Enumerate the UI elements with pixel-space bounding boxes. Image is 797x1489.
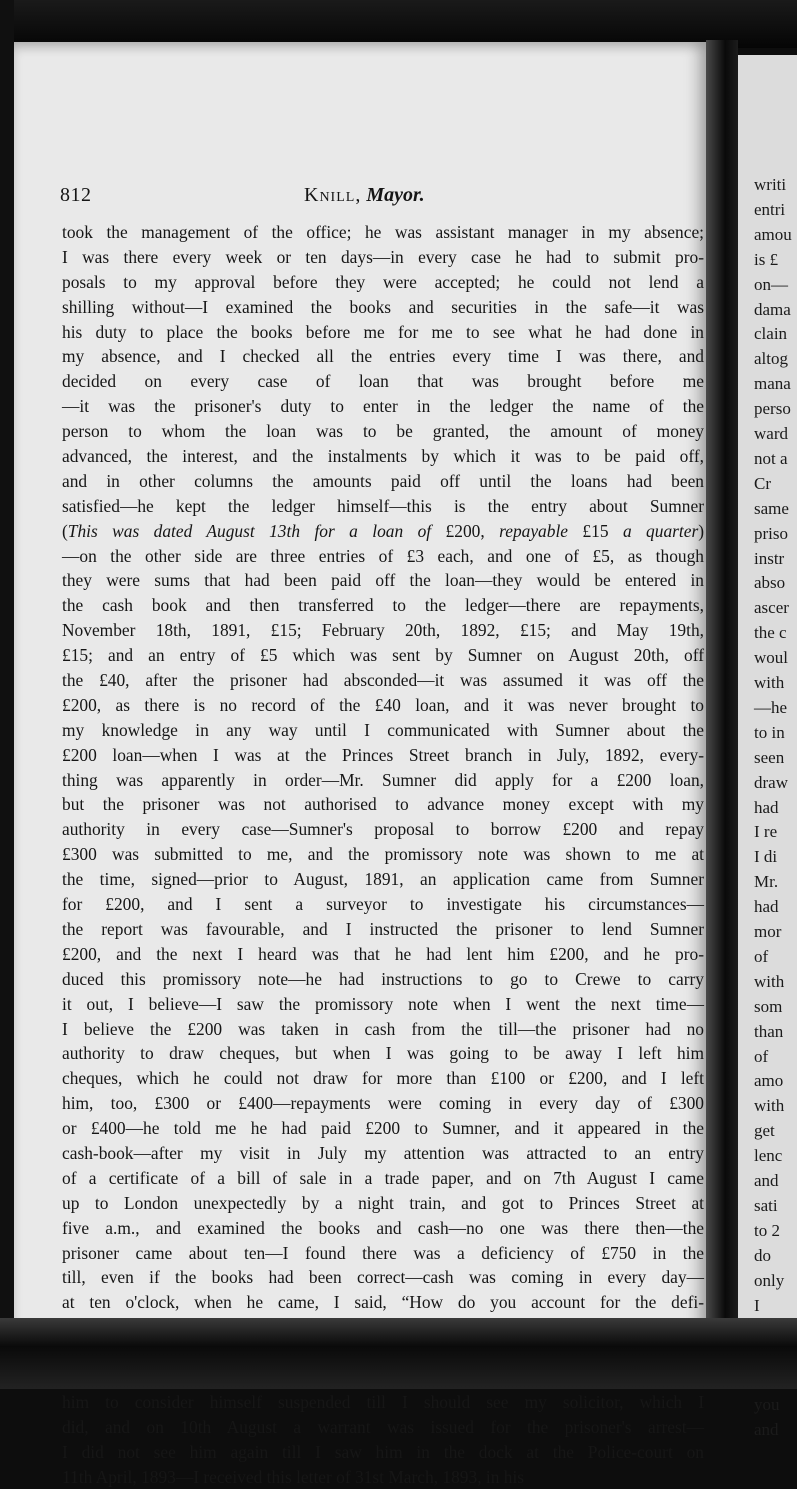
text-segment: a quarter [622,520,699,541]
facing-page-fragment: —he [754,697,788,717]
running-head-name: Knill, [304,184,362,206]
facing-page-fragment: som [754,996,783,1016]
facing-page-fragment: clain [754,324,788,344]
facing-page-fragment: on— [754,274,788,294]
book-page [14,42,706,1487]
text-line: up to London unexpectedly by a night train, and got to Princes Street at [62,1192,704,1213]
facing-page-fragment: with [754,971,785,991]
facing-page-fragment: the c [754,623,787,643]
text-line: and in other columns the amounts paid off until the loans had been [62,470,704,491]
scanner-top-edge [0,0,797,48]
text-line: I did not see him again till I saw him in the dock at the Police-court on [62,1441,704,1462]
text-line: for £200, and I sent a surveyor to investigate his circumstances— [62,894,704,915]
text-line: I was there every week or ten days—in every case he had to submit pro- [62,246,704,267]
facing-page-fragment: with [754,673,785,692]
facing-page-fragment: and [754,1420,779,1439]
text-line: the £40, after the prisoner had absconded—it was assumed it was off the [62,670,704,691]
facing-page-fragment: lenc [754,1146,783,1166]
facing-page-fragment: writi [754,175,787,194]
text-line: him, too, £300 or £400—repayments were coming in every day of £300 [62,1093,704,1114]
facing-page-fragment: abso [754,573,786,593]
text-line: my absence, and I checked all the entries every time I was there, and [62,346,704,367]
text-line: £300 was submitted to me, and the promissory note was shown to me at [62,844,704,865]
text-line: £200, and the next I heard was that he had lent him £200, and he pro- [62,943,704,964]
facing-page-fragment: entri [754,199,786,219]
scanner-left-edge [0,0,14,1389]
text-line [62,519,704,544]
text-line: —on the other side are three entries of £3 each, and one of £5, as though [62,545,704,566]
text-line: £200, as there is no record of the £40 loan, and it was never brought to [62,694,704,715]
book-gutter [706,40,738,1340]
facing-page-fragment: instr [754,548,785,568]
text-segment: £15 [568,520,623,541]
facing-page-fragment: same [754,498,789,518]
facing-page-fragment: ward [754,424,788,443]
text-line: him to consider himself suspended till I should see my solicitor, which I [62,1391,704,1412]
text-line: £15; and an entry of £5 which was sent by Sumner on August 20th, off [62,645,704,666]
facing-page-fragment: I [754,1295,760,1315]
facing-page-fragment: mor [754,922,782,941]
running-head-title: Mayor. [366,184,425,206]
text-segment: ) [698,520,705,541]
text-line: thing was apparently in order—Mr. Sumner did apply for a £200 loan, [62,769,704,790]
text-line: at ten o'clock, when he came, I said, “How do you account for the defi- [62,1292,704,1313]
facing-page-fragment: Mr. [754,872,779,892]
text-line: —it was the prisoner's duty to enter in the ledger the name of the [62,396,704,417]
text-line: authority in every case—Sumner's proposal to borrow £200 and repay [62,819,704,840]
facing-page-fragment: had [754,797,779,817]
facing-page-fragment: and [754,1171,779,1190]
text-line: posals to my approval before they were accepted; he could not lend a [62,271,704,292]
body-text [62,220,704,1489]
facing-page-fragment: mana [754,374,791,394]
facing-page-fragment: I di [754,847,778,867]
text-line: advanced, the interest, and the instalments by which it was to be paid off, [62,446,704,467]
text-line: till, even if the books had been correct—cash was coming in every day— [62,1267,704,1288]
facing-page-fragment: only [754,1270,785,1290]
facing-page-fragment: I re [754,822,778,842]
text-line: of a certificate of a bill of sale in a trade paper, and on 7th August I came [62,1167,704,1188]
text-line: it out, I believe—I saw the promissory note when I went the next time— [62,993,704,1014]
facing-page-fragment: you [754,1395,780,1415]
facing-page-fragment: than [754,1021,784,1041]
facing-page-fragment: to in [754,722,785,742]
text-line: shilling without—I examined the books and securities in the safe—it was [62,296,704,317]
facing-page-fragment: ascer [754,598,789,618]
scanner-bottom-edge [0,1318,797,1389]
facing-page-fragment: of [754,1046,769,1066]
facing-page-fragment: with [754,1096,785,1116]
facing-page-fragment: is £ [754,249,779,269]
text-line: 11th April, 1893—I received this letter of 31st March, 1893, in his [62,1466,525,1487]
facing-page-fragment: sati [754,1195,778,1215]
facing-page-fragment: Cr [754,473,771,493]
text-line: the cash book and then transferred to the ledger—there are repayments, [62,595,704,616]
facing-page-fragment: had [754,897,779,917]
page-number: 812 [60,184,92,206]
facing-page-fragment: get [754,1121,775,1141]
facing-page-fragment: seen [754,747,785,767]
text-line: took the management of the office; he was assistant manager in my absence; [62,222,704,242]
text-segment: repayable [499,520,569,541]
text-segment: ( [62,520,68,541]
text-line: decided on every case of loan that was brought before me [62,371,704,392]
facing-page-fragment: altog [754,349,788,369]
text-line: £200 loan—when I was at the Princes Street branch in July, 1892, every- [62,744,704,765]
text-line: or £400—he told me he had paid £200 to Sumner, and it appeared in the [62,1118,704,1139]
text-segment: £200, [431,520,500,541]
text-line: November 18th, 1891, £15; February 20th, 1892, £15; and May 19th, [62,620,704,641]
text-line: duced this promissory note—he had instructions to go to Crewe to carry [62,968,704,989]
text-line: but the prisoner was not authorised to advance money except with my [62,794,704,815]
text-line: my knowledge in any way until I communicated with Sumner about the [62,719,704,740]
facing-page-fragment: of [754,946,769,966]
text-line: prisoner came about ten—I found there was a deficiency of £750 in the [62,1242,704,1263]
facing-page-fragment: do [754,1245,771,1265]
running-head [304,184,425,207]
text-line: satisfied—he kept the ledger himself—this is the entry about Sumner [62,495,704,516]
facing-page-fragment: woul [754,648,788,668]
facing-page [738,55,797,1439]
text-segment: This was dated August 13th for a loan of [67,520,432,541]
text-line: they were sums that had been paid off the loan—they would be entered in [62,570,704,591]
text-line: I believe the £200 was taken in cash from the till—the prisoner had no [62,1018,704,1039]
facing-page-fragment: to 2 [754,1220,780,1240]
text-line: his duty to place the books before me for me to see what he had done in [62,321,704,342]
facing-page-fragment: amou [754,224,792,244]
facing-page-fragment: priso [754,523,788,543]
text-line: five a.m., and examined the books and cash—no one was there then—the [62,1217,704,1238]
facing-page-fragment: amo [754,1071,784,1091]
facing-page-fragment: draw [754,772,788,792]
text-line: the report was favourable, and I instructed the prisoner to lend Sumner [62,918,704,939]
text-line: cash-book—after my visit in July my attention was attracted to an entry [62,1142,704,1163]
facing-page-fragment: not a [754,448,788,468]
text-line: the time, signed—prior to August, 1891, an application came from Sumner [62,869,704,890]
facing-page-fragment: perso [754,399,791,419]
text-line: authority to draw cheques, but when I was going to be away I left him [62,1043,704,1064]
text-line: did, and on 10th August a warrant was issued for the prisoner's arrest— [62,1416,704,1437]
text-line: cheques, which he could not draw for more than £100 or £200, and I left [62,1068,704,1089]
text-line: person to whom the loan was to be granted, the amount of money [62,421,704,442]
facing-page-fragment: dama [754,299,791,319]
